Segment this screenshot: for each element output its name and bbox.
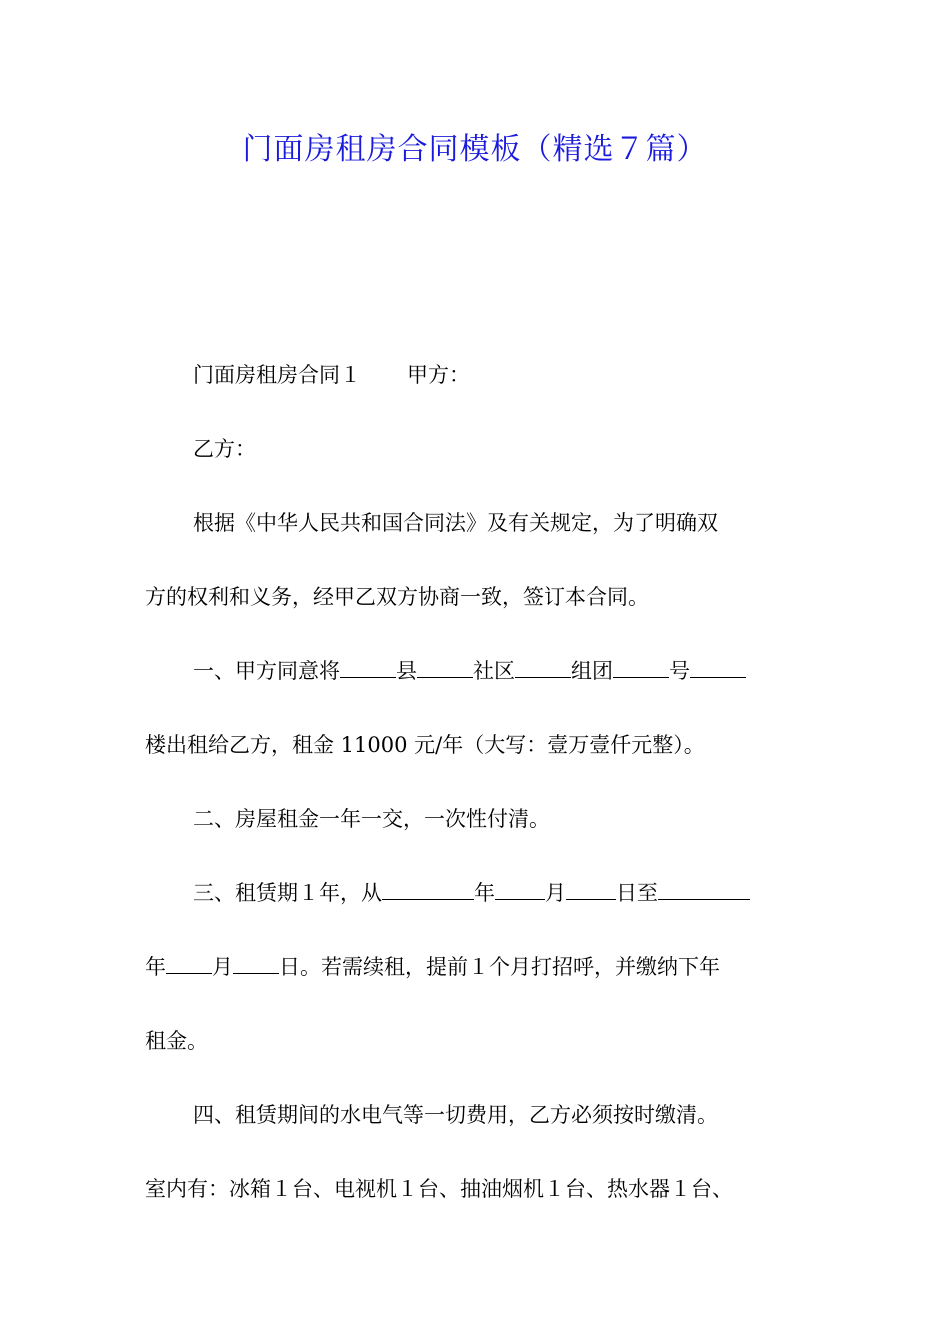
blank-field [340,659,396,678]
clause-4-text: 室内有：冰箱１台、电视机１台、抽油烟机１台、热水器１台、 [145,1177,733,1201]
section-heading: 门面房租房合同１ [193,363,361,387]
clause-3-text: 年 [145,955,166,979]
clause-4-line-1 [145,1078,810,1152]
clause-3-text: 租金。 [145,1029,208,1053]
blank-field [658,881,750,900]
preamble-line-1 [145,486,810,560]
heading-line [145,338,810,412]
clause-3-text: 月 [545,881,566,905]
clause-1-line-1 [145,634,810,708]
clause-3-text: 三、租赁期１年，从 [193,881,382,905]
clause-4-line-2 [145,1152,810,1226]
blank-field [495,881,545,900]
blank-field [382,881,474,900]
clause-3-text: 日至 [616,881,658,905]
blank-field [233,955,279,974]
blank-field [613,659,669,678]
document-body [145,338,810,1226]
clause-1-text: 一、甲方同意将 [193,659,340,683]
preamble-line-2 [145,560,810,634]
party-b-label: 乙方： [193,437,256,461]
clause-3-line-2 [145,930,810,1004]
clause-3-text: 年 [474,881,495,905]
clause-3-text: 日。若需续租，提前１个月打招呼，并缴纳下年 [279,955,720,979]
blank-field [166,955,212,974]
blank-field [417,659,473,678]
party-a-label: 甲方： [407,363,470,387]
blank-field [690,659,746,678]
clause-2-line [145,782,810,856]
clause-3-line-3 [145,1004,810,1078]
clause-1-text: 组团 [571,659,613,683]
clause-1-text: 社区 [473,659,515,683]
clause-4-text: 四、租赁期间的水电气等一切费用，乙方必须按时缴清。 [193,1103,718,1127]
preamble-text: 方的权利和义务，经甲乙双方协商一致，签订本合同。 [145,585,649,609]
document-title: 门面房租房合同模板（精选７篇） [242,132,708,167]
clause-3-line-1 [145,856,810,930]
party-b-line [145,412,810,486]
preamble-text: 根据《中华人民共和国合同法》及有关规定，为了明确双 [193,511,718,535]
clause-1-text: 号 [669,659,690,683]
clause-1-text: 县 [396,659,417,683]
clause-1-text: 楼出租给乙方，租金 11000 元/年（大写：壹万壹仟元整）。 [145,733,705,757]
clause-2-text: 二、房屋租金一年一交，一次性付清。 [193,807,550,831]
blank-field [566,881,616,900]
clause-3-text: 月 [212,955,233,979]
blank-field [515,659,571,678]
clause-1-line-2 [145,708,810,782]
